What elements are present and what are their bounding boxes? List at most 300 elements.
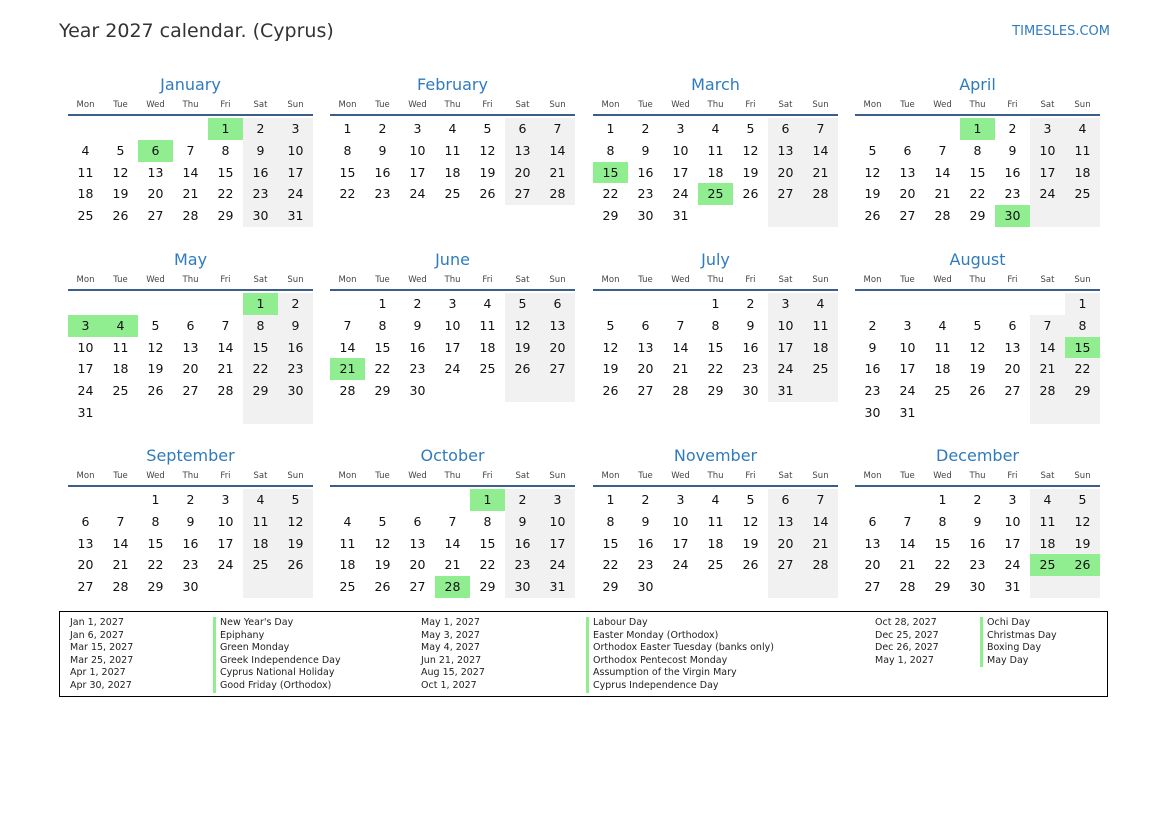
weekday-label: Sat — [253, 471, 268, 481]
day-cell: 14 — [444, 535, 461, 551]
weekday-label: Sat — [515, 100, 530, 110]
weekday-label: Mon — [76, 471, 95, 481]
day-cell: 15 — [1065, 337, 1100, 359]
weekday-label: Sat — [515, 275, 530, 285]
day-cell: 13 — [637, 339, 654, 355]
day-cell: 24 — [899, 383, 916, 399]
legend-holiday-name: Boxing Day — [980, 642, 1057, 655]
day-cell: 31 — [672, 208, 689, 224]
weekday-label: Thu — [707, 100, 724, 110]
day-cell: 8 — [378, 317, 387, 333]
day-cell: 27 — [768, 554, 803, 576]
day-cell: 20 — [147, 186, 164, 202]
empty-cell — [925, 293, 960, 315]
day-cell: 10 — [217, 513, 234, 529]
day-cell: 12 — [1065, 511, 1100, 533]
month-august — [855, 249, 1100, 424]
day-cell: 29 — [217, 208, 234, 224]
day-cell: 7 — [803, 489, 838, 511]
day-cell: 3 — [676, 121, 685, 136]
day-cell: 16 — [409, 339, 426, 355]
day-cell: 18 — [707, 164, 724, 180]
day-cell: 2 — [413, 296, 422, 311]
day-cell: 22 — [602, 186, 619, 202]
day-cell: 18 — [444, 164, 461, 180]
empty-cell — [925, 402, 960, 424]
day-cell: 28 — [182, 208, 199, 224]
weekday-label: Sun — [1074, 100, 1091, 110]
day-cell: 9 — [413, 317, 422, 333]
empty-cell — [995, 402, 1030, 424]
weekday-label: Sat — [253, 100, 268, 110]
day-cell: 28 — [803, 554, 838, 576]
day-cell: 13 — [77, 535, 94, 551]
legend-holiday-name: Epiphany — [213, 630, 341, 643]
day-cell: 26 — [374, 579, 391, 595]
day-cell: 17 — [540, 533, 575, 555]
weekday-label: Thu — [182, 471, 199, 481]
weekday-label: Tue — [113, 100, 128, 110]
day-cell: 5 — [505, 293, 540, 315]
day-cell: 7 — [903, 513, 912, 529]
weekday-label: Fri — [482, 100, 493, 110]
day-cell: 1 — [1065, 293, 1100, 315]
day-cell: 29 — [602, 208, 619, 224]
day-grid — [593, 489, 838, 598]
legend-date: Mar 25, 2027 — [70, 654, 134, 666]
day-cell: 13 — [1004, 339, 1021, 355]
day-grid — [593, 293, 838, 402]
empty-cell — [890, 489, 925, 511]
day-cell: 1 — [470, 489, 505, 511]
day-cell: 2 — [746, 296, 755, 311]
empty-cell — [593, 293, 628, 315]
day-cell: 29 — [969, 208, 986, 224]
day-cell: 10 — [77, 339, 94, 355]
empty-cell — [1030, 293, 1065, 315]
day-cell: 14 — [540, 140, 575, 162]
weekday-header — [855, 274, 1100, 288]
day-cell: 15 — [339, 164, 356, 180]
legend-holiday-name: New Year's Day — [213, 617, 341, 630]
day-cell: 12 — [112, 164, 129, 180]
day-cell: 29 — [147, 579, 164, 595]
day-cell: 20 — [409, 557, 426, 573]
empty-cell — [173, 118, 208, 140]
day-cell: 6 — [641, 317, 650, 333]
weekday-label: Wed — [146, 471, 165, 481]
day-cell: 18 — [934, 361, 951, 377]
day-cell: 14 — [672, 339, 689, 355]
day-grid — [330, 293, 575, 402]
weekday-label: Wed — [671, 471, 690, 481]
day-cell: 8 — [1065, 315, 1100, 337]
day-cell: 21 — [444, 557, 461, 573]
day-cell: 7 — [803, 118, 838, 140]
day-cell: 16 — [182, 535, 199, 551]
weekday-label: Thu — [444, 100, 461, 110]
day-cell: 24 — [672, 186, 689, 202]
day-cell: 13 — [147, 164, 164, 180]
empty-cell — [103, 489, 138, 511]
day-cell: 27 — [1004, 383, 1021, 399]
empty-cell — [1065, 576, 1100, 598]
weekday-header — [330, 470, 575, 484]
empty-cell — [733, 205, 768, 227]
day-cell: 22 — [707, 361, 724, 377]
day-cell: 9 — [505, 511, 540, 533]
day-cell: 23 — [505, 554, 540, 576]
weekday-label: Thu — [707, 471, 724, 481]
day-cell: 3 — [68, 315, 103, 337]
month-march — [593, 74, 838, 227]
month-title: September — [146, 446, 235, 465]
day-cell: 18 — [803, 337, 838, 359]
day-cell: 27 — [899, 208, 916, 224]
day-cell: 24 — [77, 383, 94, 399]
day-cell: 27 — [505, 183, 540, 205]
legend-date: May 4, 2027 — [421, 642, 480, 654]
empty-cell — [855, 293, 890, 315]
day-cell: 15 — [934, 535, 951, 551]
day-cell: 7 — [343, 317, 352, 333]
weekday-label: Mon — [601, 275, 620, 285]
weekday-label: Fri — [1007, 471, 1018, 481]
day-cell: 21 — [803, 162, 838, 184]
weekday-label: Thu — [444, 275, 461, 285]
day-cell: 5 — [746, 121, 755, 136]
empty-cell — [1065, 402, 1100, 424]
day-cell: 6 — [138, 140, 173, 162]
day-cell: 1 — [378, 296, 387, 311]
day-cell: 30 — [505, 576, 540, 598]
day-cell: 11 — [339, 535, 356, 551]
day-cell: 22 — [602, 557, 619, 573]
day-cell: 14 — [899, 535, 916, 551]
day-cell: 11 — [444, 142, 461, 158]
day-cell: 2 — [378, 121, 387, 136]
day-cell: 31 — [540, 576, 575, 598]
day-cell: 28 — [112, 579, 129, 595]
weekday-label: Tue — [638, 100, 653, 110]
legend-date: May 3, 2027 — [421, 629, 480, 641]
legend-date: Jun 21, 2027 — [421, 654, 482, 666]
header-rule — [330, 289, 575, 291]
day-cell: 5 — [151, 317, 160, 333]
month-title: January — [160, 75, 221, 94]
day-cell: 25 — [112, 383, 129, 399]
day-cell: 3 — [768, 293, 803, 315]
day-cell: 30 — [409, 383, 426, 399]
day-grid — [68, 293, 313, 424]
weekday-label: Tue — [900, 100, 915, 110]
day-cell: 14 — [803, 511, 838, 533]
day-grid — [855, 489, 1100, 598]
day-cell: 15 — [602, 535, 619, 551]
weekday-label: Wed — [933, 275, 952, 285]
day-cell: 30 — [182, 579, 199, 595]
holiday-legend — [59, 611, 1108, 697]
weekday-label: Sun — [287, 275, 304, 285]
day-cell: 25 — [698, 183, 733, 205]
header-rule — [68, 485, 313, 487]
weekday-label: Tue — [900, 275, 915, 285]
day-cell: 20 — [637, 361, 654, 377]
day-cell: 30 — [243, 205, 278, 227]
header-rule — [593, 114, 838, 116]
day-cell: 17 — [672, 164, 689, 180]
weekday-label: Sun — [1074, 275, 1091, 285]
weekday-label: Sat — [778, 275, 793, 285]
weekday-label: Mon — [601, 100, 620, 110]
day-cell: 25 — [339, 579, 356, 595]
weekday-label: Thu — [707, 275, 724, 285]
day-cell: 7 — [221, 317, 230, 333]
weekday-label: Tue — [375, 471, 390, 481]
day-cell: 21 — [182, 186, 199, 202]
month-title: July — [701, 250, 730, 269]
day-cell: 30 — [742, 383, 759, 399]
day-cell: 3 — [540, 489, 575, 511]
legend-date: May 1, 2027 — [421, 617, 480, 628]
legend-holiday-name: Orthodox Pentecost Monday — [586, 655, 774, 668]
month-title: February — [417, 75, 488, 94]
day-cell: 25 — [1030, 554, 1065, 576]
weekday-label: Thu — [182, 275, 199, 285]
day-cell: 12 — [479, 142, 496, 158]
weekday-header — [330, 99, 575, 113]
weekday-label: Fri — [482, 471, 493, 481]
day-cell: 20 — [768, 533, 803, 555]
empty-cell — [173, 402, 208, 424]
weekday-header — [68, 99, 313, 113]
weekday-label: Fri — [745, 100, 756, 110]
day-cell: 5 — [378, 513, 387, 529]
day-cell: 2 — [1008, 121, 1017, 136]
day-grid — [330, 118, 575, 205]
day-cell: 8 — [151, 513, 160, 529]
day-cell: 7 — [116, 513, 125, 529]
day-cell: 20 — [768, 162, 803, 184]
day-cell: 19 — [112, 186, 129, 202]
day-cell: 10 — [1030, 140, 1065, 162]
day-cell: 8 — [221, 142, 230, 158]
empty-cell — [960, 293, 995, 315]
day-cell: 5 — [606, 317, 615, 333]
day-cell: 4 — [81, 142, 90, 158]
weekday-label: Tue — [638, 471, 653, 481]
day-cell: 16 — [278, 337, 313, 359]
day-cell: 3 — [1008, 492, 1017, 507]
day-cell: 9 — [868, 339, 877, 355]
header-rule — [855, 289, 1100, 291]
month-september — [68, 445, 313, 598]
day-cell: 22 — [1065, 358, 1100, 380]
day-grid — [68, 118, 313, 227]
day-cell: 18 — [77, 186, 94, 202]
day-cell: 20 — [540, 337, 575, 359]
day-cell: 19 — [969, 361, 986, 377]
day-cell: 31 — [278, 205, 313, 227]
day-cell: 9 — [746, 317, 755, 333]
weekday-label: Thu — [182, 100, 199, 110]
weekday-label: Wed — [933, 471, 952, 481]
weekday-header — [68, 274, 313, 288]
day-cell: 25 — [479, 361, 496, 377]
day-cell: 27 — [147, 208, 164, 224]
weekday-label: Fri — [745, 275, 756, 285]
day-cell: 16 — [374, 164, 391, 180]
weekday-label: Wed — [408, 471, 427, 481]
day-cell: 9 — [378, 142, 387, 158]
day-cell: 10 — [540, 511, 575, 533]
day-cell: 21 — [672, 361, 689, 377]
day-cell: 18 — [479, 339, 496, 355]
header-rule — [330, 485, 575, 487]
day-cell: 6 — [413, 513, 422, 529]
day-cell: 14 — [182, 164, 199, 180]
empty-cell — [243, 576, 278, 598]
day-cell: 8 — [343, 142, 352, 158]
day-cell: 8 — [606, 142, 615, 158]
legend-holiday-name: Good Friday (Orthodox) — [213, 680, 341, 693]
empty-cell — [330, 489, 365, 511]
site-link[interactable]: TIMESLES.COM — [1012, 24, 1110, 39]
day-cell: 16 — [864, 361, 881, 377]
day-cell: 15 — [707, 339, 724, 355]
empty-cell — [278, 576, 313, 598]
weekday-label: Sat — [778, 100, 793, 110]
day-cell: 26 — [969, 383, 986, 399]
day-cell: 11 — [77, 164, 94, 180]
weekday-label: Thu — [969, 471, 986, 481]
day-cell: 5 — [868, 142, 877, 158]
day-cell: 22 — [147, 557, 164, 573]
day-cell: 14 — [339, 339, 356, 355]
day-cell: 26 — [864, 208, 881, 224]
empty-cell — [138, 402, 173, 424]
day-cell: 4 — [103, 315, 138, 337]
weekday-label: Wed — [146, 100, 165, 110]
day-cell: 26 — [742, 186, 759, 202]
legend-date: Oct 1, 2027 — [421, 679, 477, 691]
weekday-label: Wed — [671, 275, 690, 285]
day-cell: 30 — [995, 205, 1030, 227]
header-rule — [68, 114, 313, 116]
legend-holiday-name: Cyprus Independence Day — [586, 680, 774, 693]
month-title: June — [435, 250, 470, 269]
day-cell: 6 — [186, 317, 195, 333]
empty-cell — [278, 402, 313, 424]
weekday-label: Fri — [220, 100, 231, 110]
day-cell: 29 — [602, 579, 619, 595]
weekday-label: Mon — [601, 471, 620, 481]
weekday-header — [68, 470, 313, 484]
weekday-label: Thu — [969, 275, 986, 285]
weekday-label: Fri — [220, 471, 231, 481]
weekday-label: Sat — [1040, 471, 1055, 481]
month-january — [68, 74, 313, 227]
empty-cell — [400, 489, 435, 511]
day-cell: 23 — [409, 361, 426, 377]
day-cell: 19 — [602, 361, 619, 377]
weekday-label: Tue — [375, 275, 390, 285]
weekday-label: Mon — [863, 275, 882, 285]
day-cell: 10 — [1004, 513, 1021, 529]
day-cell: 27 — [182, 383, 199, 399]
empty-cell — [243, 402, 278, 424]
day-cell: 25 — [444, 186, 461, 202]
day-cell: 1 — [606, 492, 615, 507]
day-cell: 17 — [409, 164, 426, 180]
day-cell: 26 — [479, 186, 496, 202]
day-cell: 10 — [672, 142, 689, 158]
day-cell: 8 — [606, 513, 615, 529]
empty-cell — [663, 576, 698, 598]
day-cell: 3 — [448, 296, 457, 311]
legend-dates-3 — [875, 617, 939, 667]
day-cell: 25 — [803, 358, 838, 380]
weekday-label: Thu — [969, 100, 986, 110]
legend-holiday-name: Easter Monday (Orthodox) — [586, 630, 774, 643]
day-cell: 17 — [1030, 162, 1065, 184]
legend-holiday-name: Orthodox Easter Tuesday (banks only) — [586, 642, 774, 655]
day-cell: 3 — [413, 121, 422, 136]
day-cell: 19 — [147, 361, 164, 377]
day-cell: 16 — [637, 164, 654, 180]
day-cell: 13 — [899, 164, 916, 180]
empty-cell — [208, 576, 243, 598]
day-cell: 1 — [151, 492, 160, 507]
month-title: March — [691, 75, 740, 94]
day-cell: 16 — [1004, 164, 1021, 180]
empty-cell — [68, 489, 103, 511]
weekday-label: Thu — [444, 471, 461, 481]
day-cell: 2 — [186, 492, 195, 507]
month-october — [330, 445, 575, 598]
day-cell: 13 — [864, 535, 881, 551]
day-cell: 21 — [803, 533, 838, 555]
weekday-label: Mon — [863, 471, 882, 481]
day-cell: 18 — [243, 533, 278, 555]
weekday-label: Tue — [113, 471, 128, 481]
day-cell: 9 — [278, 315, 313, 337]
weekday-header — [593, 99, 838, 113]
weekday-label: Tue — [375, 100, 390, 110]
empty-cell — [1065, 205, 1100, 227]
empty-cell — [1030, 576, 1065, 598]
empty-cell — [768, 205, 803, 227]
empty-cell — [138, 118, 173, 140]
empty-cell — [208, 402, 243, 424]
day-cell: 5 — [1065, 489, 1100, 511]
day-cell: 26 — [278, 554, 313, 576]
day-cell: 10 — [899, 339, 916, 355]
day-cell: 5 — [746, 492, 755, 507]
day-cell: 6 — [768, 118, 803, 140]
day-cell: 11 — [803, 315, 838, 337]
empty-cell — [505, 380, 540, 402]
day-cell: 19 — [505, 337, 540, 359]
day-cell: 29 — [374, 383, 391, 399]
day-cell: 6 — [1008, 317, 1017, 333]
day-cell: 13 — [409, 535, 426, 551]
day-cell: 23 — [278, 358, 313, 380]
day-cell: 23 — [182, 557, 199, 573]
day-cell: 7 — [938, 142, 947, 158]
day-cell: 3 — [1030, 118, 1065, 140]
month-title: December — [936, 446, 1019, 465]
